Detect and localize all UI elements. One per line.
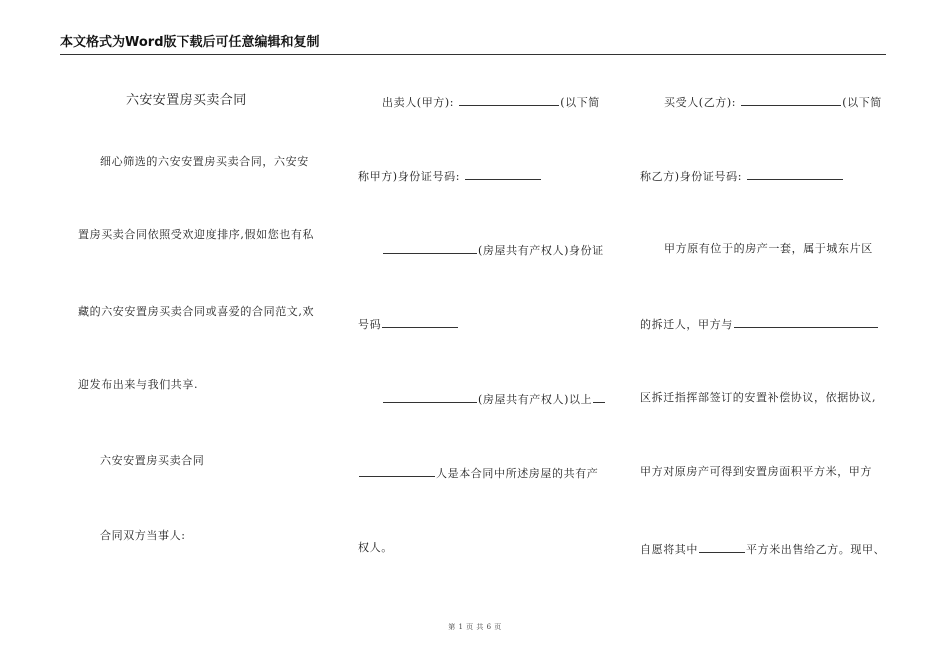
column-1 (78, 0, 328, 672)
seller-id-label: 称甲方)身份证号码: (358, 170, 460, 183)
seller-line (382, 94, 600, 110)
co-owner-3-line (358, 465, 598, 481)
co-owner-end: 权人。 (358, 541, 393, 554)
co-owner-1-line (382, 242, 604, 258)
seller-id-blank (465, 168, 541, 180)
buyer-suffix: (以下简 (842, 96, 882, 109)
buyer-id-label: 称乙方)身份证号码: (640, 170, 742, 183)
co-owner-2-tail-blank (593, 391, 605, 403)
intro-line-1: 细心筛选的六安安置房买卖合同，六安安 (100, 155, 309, 168)
sale-suffix: 平方米出售给乙方。现甲、 (746, 543, 886, 556)
seller-suffix: (以下简 (560, 96, 600, 109)
co-owner-1-blank (383, 242, 477, 254)
buyer-id-blank (747, 168, 843, 180)
buyer-label: 买受人(乙方): (664, 96, 737, 109)
intro-line-2: 置房买卖合同依照受欢迎度排序,假如您也有私 (78, 228, 315, 241)
contract-title: 六安安置房买卖合同 (126, 93, 247, 108)
header-text: 本文格式为Word版下载后可任意编辑和复制 (60, 35, 320, 50)
area-line: 甲方对原房产可得到安置房面积平方米，甲方 (640, 465, 872, 478)
column-3 (640, 0, 890, 672)
co-owner-2-line (382, 391, 606, 407)
co-owner-3-label: 人是本合同中所述房屋的共有产 (436, 467, 599, 480)
sale-line (640, 541, 885, 557)
agreement-line: 区拆迁指挥部签订的安置补偿协议，依据协议, (640, 391, 877, 404)
intro-line-3: 藏的六安安置房买卖合同或喜爱的合同范文,欢 (78, 305, 315, 318)
co-owner-3-blank (359, 465, 435, 477)
co-owner-2-label: (房屋共有产权人)以上 (478, 393, 593, 406)
seller-label: 出卖人(甲方): (382, 96, 455, 109)
parties-label: 合同双方当事人: (100, 529, 186, 542)
co-owner-2-blank (383, 391, 477, 403)
property-line: 甲方原有位于的房产一套，属于城东片区 (664, 242, 873, 255)
co-owner-1-label: (房屋共有产权人)身份证 (478, 244, 604, 257)
buyer-name-blank (741, 94, 841, 106)
co-owner-1-id-blank (382, 316, 458, 328)
section-heading: 六安安置房买卖合同 (100, 454, 205, 467)
intro-line-4: 迎发布出来与我们共享. (78, 378, 199, 391)
sale-label: 自愿将其中 (640, 543, 698, 556)
relocation-blank (734, 316, 878, 328)
buyer-id-line (640, 168, 844, 184)
page-number: 第 1 页 共 6 页 (448, 623, 502, 631)
seller-id-line (358, 168, 542, 184)
relocation-label: 的拆迁人，甲方与 (640, 318, 733, 331)
buyer-line (664, 94, 882, 110)
co-owner-1-id-line (358, 316, 459, 332)
relocation-line (640, 316, 879, 332)
co-owner-1-id-label: 号码 (358, 318, 382, 331)
seller-name-blank (459, 94, 559, 106)
column-2 (358, 0, 608, 672)
sale-area-blank (699, 541, 745, 553)
